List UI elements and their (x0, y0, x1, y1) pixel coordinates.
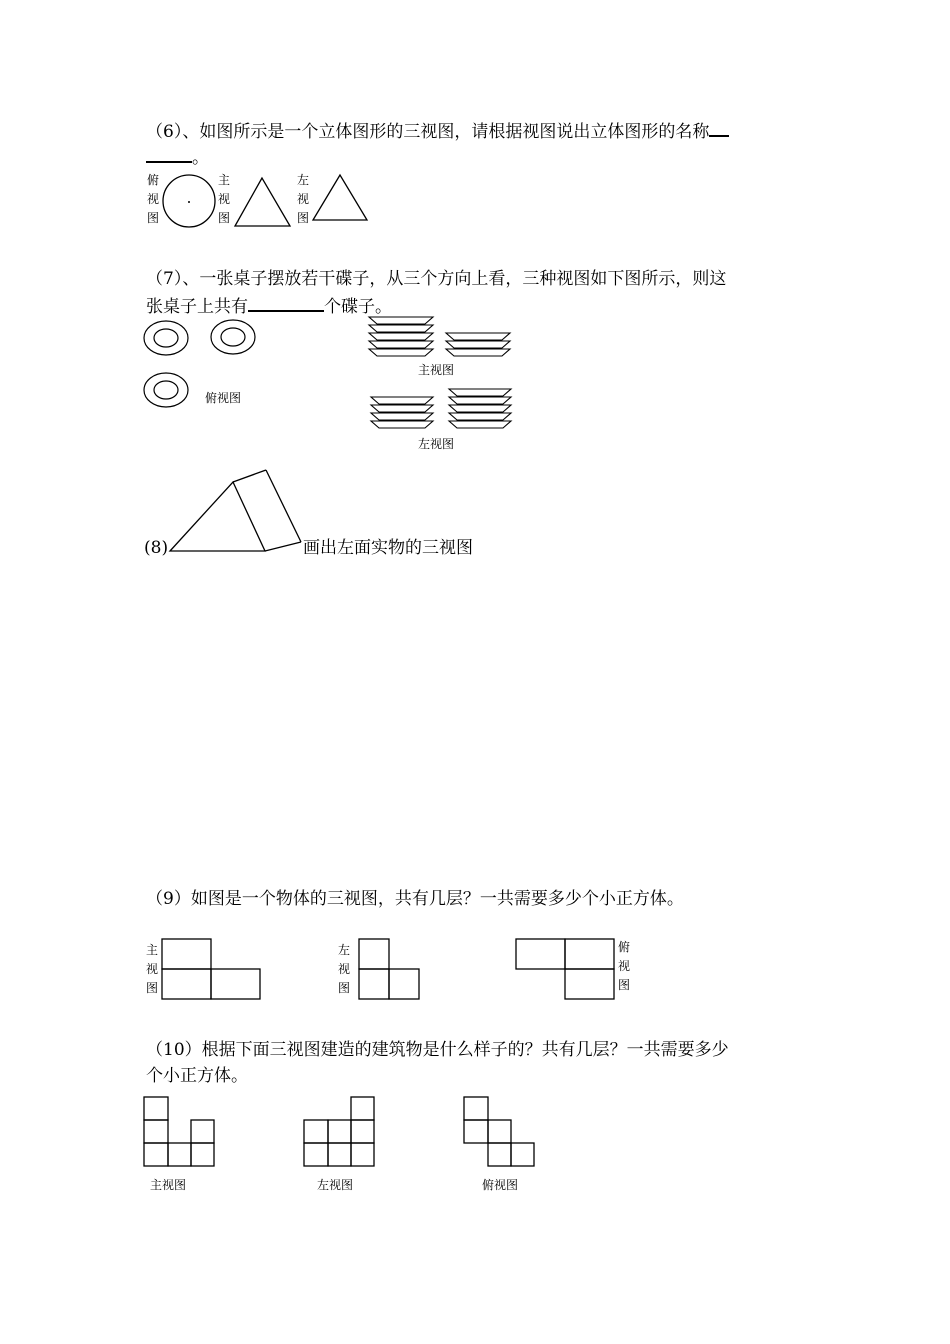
grid-cell (351, 1097, 374, 1120)
grid-cell (328, 1143, 351, 1166)
q6-left-view-triangle (310, 172, 375, 227)
grid-cell (191, 1143, 214, 1166)
grid-cell (144, 1097, 168, 1120)
q10-front-view-label: 主视图 (150, 1178, 187, 1192)
plate-side (371, 405, 433, 412)
plate-side (371, 413, 433, 420)
grid-cell (162, 939, 211, 969)
q9-text: （9）如图是一个物体的三视图，共有几层？一共需要多少个小正方体。 (146, 889, 684, 909)
q9-top-view-label: 俯 视 图 (617, 940, 630, 992)
grid-cell (464, 1097, 488, 1120)
grid-cell (191, 1120, 214, 1143)
grid-cell (488, 1120, 511, 1143)
plate-side (371, 421, 433, 428)
grid-cell (168, 1143, 191, 1166)
plate-top-view (144, 321, 188, 355)
grid-cell (565, 969, 614, 999)
grid-cell (464, 1120, 488, 1143)
plate-side (369, 333, 433, 340)
plate-side (449, 413, 511, 420)
grid-cell (351, 1120, 374, 1143)
plate-side (449, 405, 511, 412)
q9-left-view (358, 938, 424, 1004)
plate-side (369, 349, 433, 356)
q7-text-line1: （7）、一张桌子摆放若干碟子，从三个方向上看，三种视图如下图所示，则这 (146, 269, 727, 289)
grid-cell (304, 1143, 328, 1166)
q10-left-view (302, 1095, 380, 1171)
q10-left-view-label: 左视图 (317, 1178, 354, 1192)
plate-top-view (211, 320, 255, 354)
plate-side (449, 397, 511, 404)
q7-left-view-plates (366, 386, 516, 434)
plate-side (446, 341, 510, 348)
plate-side (446, 333, 510, 340)
q8-prefix: (8) (144, 538, 169, 558)
grid-cell (516, 939, 565, 969)
q10-top-view (462, 1095, 540, 1171)
plate-side (371, 397, 433, 404)
q10-top-view-label: 俯视图 (482, 1178, 519, 1192)
q6-text-line2: 。 (146, 143, 209, 171)
q6-top-view-label: 俯 视 图 (146, 173, 159, 225)
q9-top-view (515, 938, 619, 1004)
grid-cell (389, 969, 419, 999)
plate-side (449, 421, 511, 428)
q9-front-view-label: 主 视 图 (145, 943, 158, 995)
grid-cell (359, 969, 389, 999)
q7-front-view-plates (366, 314, 516, 360)
q7-top-view-label: 俯视图 (205, 391, 242, 405)
q10-text-line1: （10）根据下面三视图建造的建筑物是什么样子的？共有几层？一共需要多少 (146, 1040, 729, 1060)
q10-front-view (142, 1095, 220, 1171)
q7-answer-blank[interactable] (248, 292, 324, 312)
grid-cell (359, 939, 389, 969)
grid-cell (144, 1143, 168, 1166)
q8-triangular-prism (160, 465, 310, 560)
plate-side (449, 389, 511, 396)
q6-front-view-triangle (232, 175, 297, 230)
plate-side (446, 349, 510, 356)
grid-cell (565, 939, 614, 969)
q6-front-view-label: 主 视 图 (217, 173, 230, 225)
grid-cell (511, 1143, 534, 1166)
plate-side (369, 325, 433, 332)
plate-side (369, 341, 433, 348)
grid-cell (304, 1120, 328, 1143)
grid-cell (211, 969, 260, 999)
q9-left-view-label: 左 视 图 (337, 943, 350, 995)
grid-cell (328, 1120, 351, 1143)
q7-left-view-label: 左视图 (418, 437, 455, 451)
q7-front-view-label: 主视图 (418, 363, 455, 377)
q6-top-view-circle (160, 172, 220, 232)
q9-front-view (161, 938, 266, 1004)
grid-cell (488, 1143, 511, 1166)
q8-text: 画出左面实物的三视图 (303, 538, 473, 558)
q6-answer-blank[interactable] (709, 117, 729, 137)
grid-cell (162, 969, 211, 999)
q6-answer-blank-cont[interactable] (146, 143, 192, 163)
grid-cell (144, 1120, 168, 1143)
q6-text-line1: （6）、如图所示是一个立体图形的三视图，请根据视图说出立体图形的名称 (146, 117, 729, 145)
plate-side (369, 317, 433, 324)
q6-left-view-label: 左 视 图 (296, 173, 309, 225)
q7-text-line2: 张桌子上共有 个碟子。 (146, 292, 392, 320)
grid-cell (351, 1143, 374, 1166)
plate-top-view (144, 373, 188, 407)
q10-text-line2: 个小正方体。 (146, 1066, 248, 1086)
